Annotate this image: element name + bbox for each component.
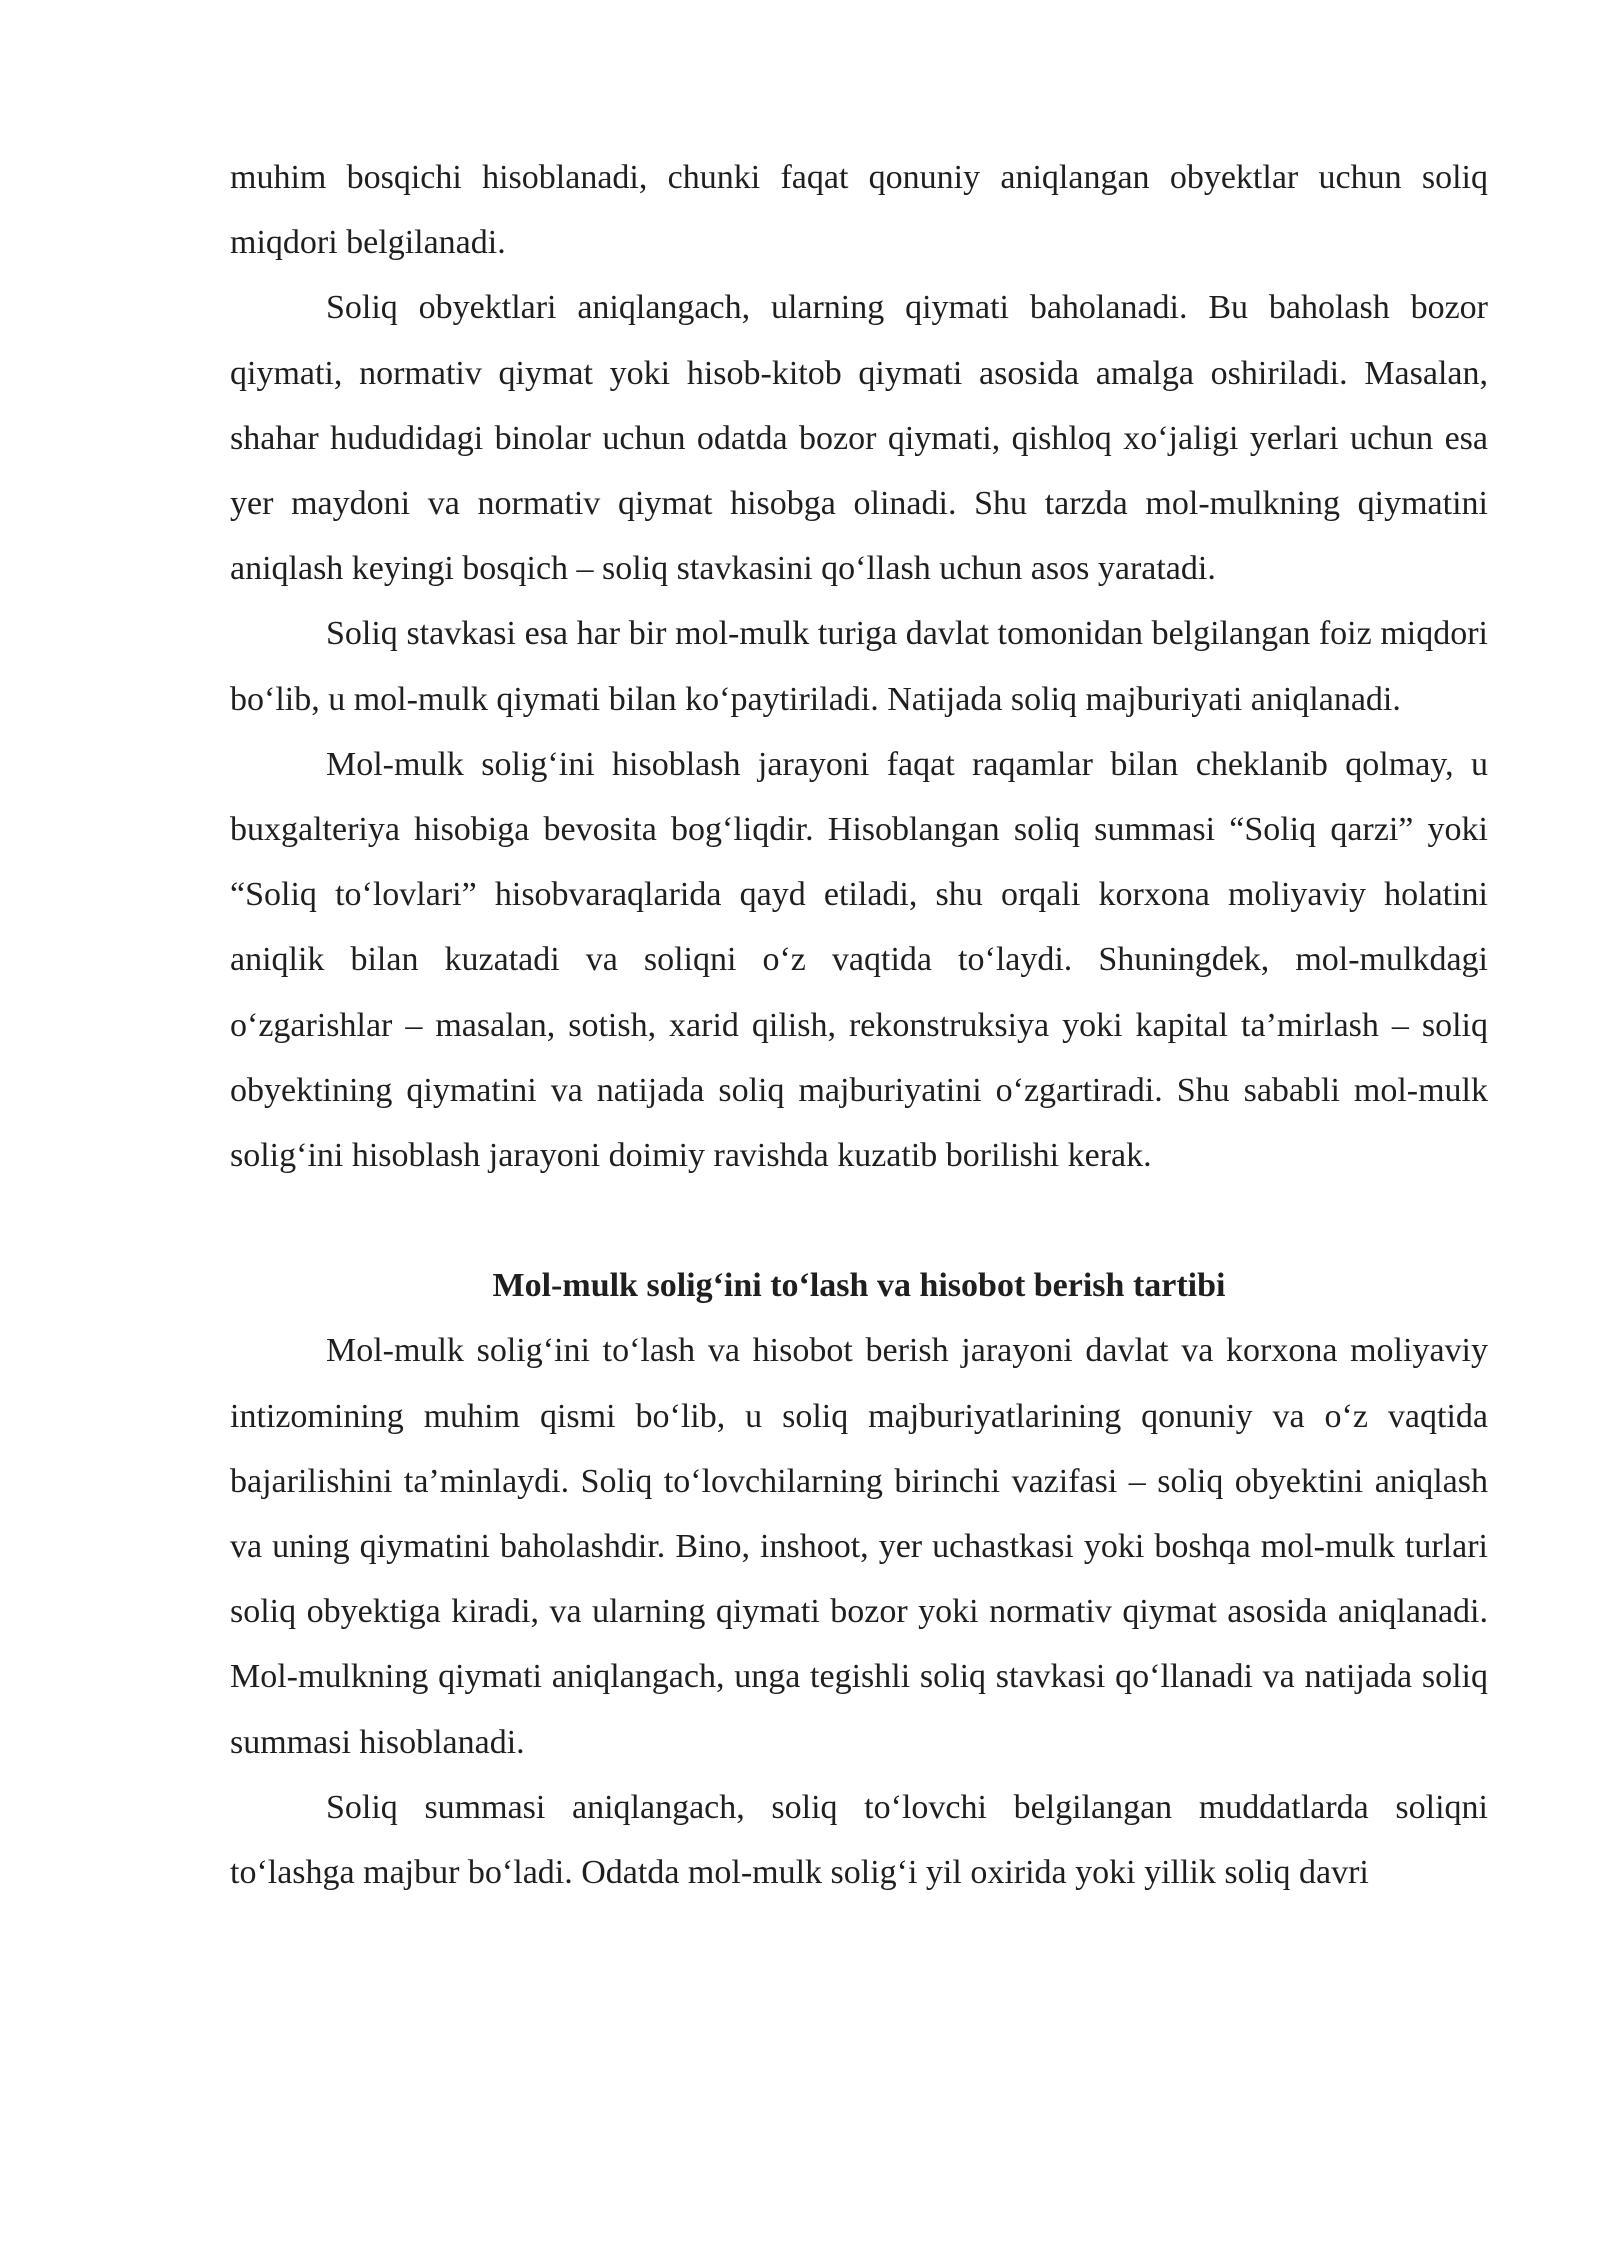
paragraph-continuation: muhim bosqichi hisoblanadi, chunki faqat qonuniy aniqlangan obyektlar uchun soliq miqdori belgilanadi.: [230, 159, 1488, 262]
paragraph-payment-deadline: Soliq summasi aniqlangach, soliq to‘lovchi belgilangan muddatlarda soliqni to‘lashga majbur bo‘ladi. Odatda mol-mulk solig‘i yil oxirida yoki yillik soliq davri: [230, 1788, 1488, 1892]
paragraph-accounting: Mol-mulk solig‘ini hisoblash jarayoni faqat raqamlar bilan cheklanib qolmay, u buxgalteriya hisobiga bevosita bog‘liqdir. Hisoblangan soliq summasi “Soliq qarzi” yoki “Soliq to‘lovlari” hisobvaraqlarida qayd etiladi, shu orqali korxona moliyaviy holatini aniqlik bilan kuzatadi va soliqni o‘z vaqtida to‘laydi. Shuningdek, mol-mulkdagi o‘zgarishlar – masalan, sotish, xarid qilish, rekonstruksiya yoki kapital ta’mirlash – soliq obyektining qiymatini va natijada soliq majburiyatini o‘zgartiradi. Shu sababli mol-mulk solig‘ini hisoblash jarayoni doimiy ravishda kuzatib borilishi kerak.: [230, 745, 1488, 1175]
section-spacer: [230, 1188, 1488, 1253]
paragraph-payment-reporting: Mol-mulk solig‘ini to‘lash va hisobot berish jarayoni davlat va korxona moliyaviy intizomining muhim qismi bo‘lib, u soliq majburiyatlarining qonuniy va o‘z vaqtida bajarilishini ta’minlaydi. Soliq to‘lovchilarning birinchi vazifasi – soliq obyektini aniqlash va uning qiymatini baholashdir. Bino, inshoot, yer uchastkasi yoki boshqa mol-mulk turlari soliq obyektiga kiradi, va ularning qiymati bozor yoki normativ qiymat asosida aniqlanadi. Mol-mulkning qiymati aniqlangach, unga tegishli soliq stavkasi qo‘llanadi va natijada soliq summasi hisoblanadi.: [230, 1332, 1488, 1761]
paragraph-tax-rate: Soliq stavkasi esa har bir mol-mulk turiga davlat tomonidan belgilangan foiz miqdori bo‘lib, u mol-mulk qiymati bilan ko‘paytiriladi. Natijada soliq majburiyati aniqlanadi.: [230, 615, 1488, 718]
paragraph-valuation: Soliq obyektlari aniqlangach, ularning qiymati baholanadi. Bu baholash bozor qiymati, normativ qiymat yoki hisob-kitob qiymati asosida amalga oshiriladi. Masalan, shahar hududidagi binolar uchun odatda bozor qiymati, qishloq xo‘jaligi yerlari uchun esa yer maydoni va normativ qiymat hisobga olinadi. Shu tarzda mol-mulkning qiymatini aniqlash keyingi bosqich – soliq stavkasini qo‘llash uchun asos yaratadi.: [230, 289, 1488, 588]
section-heading: Mol-mulk solig‘ini to‘lash va hisobot berish tartibi: [492, 1267, 1226, 1305]
document-body: [230, 145, 1488, 1905]
